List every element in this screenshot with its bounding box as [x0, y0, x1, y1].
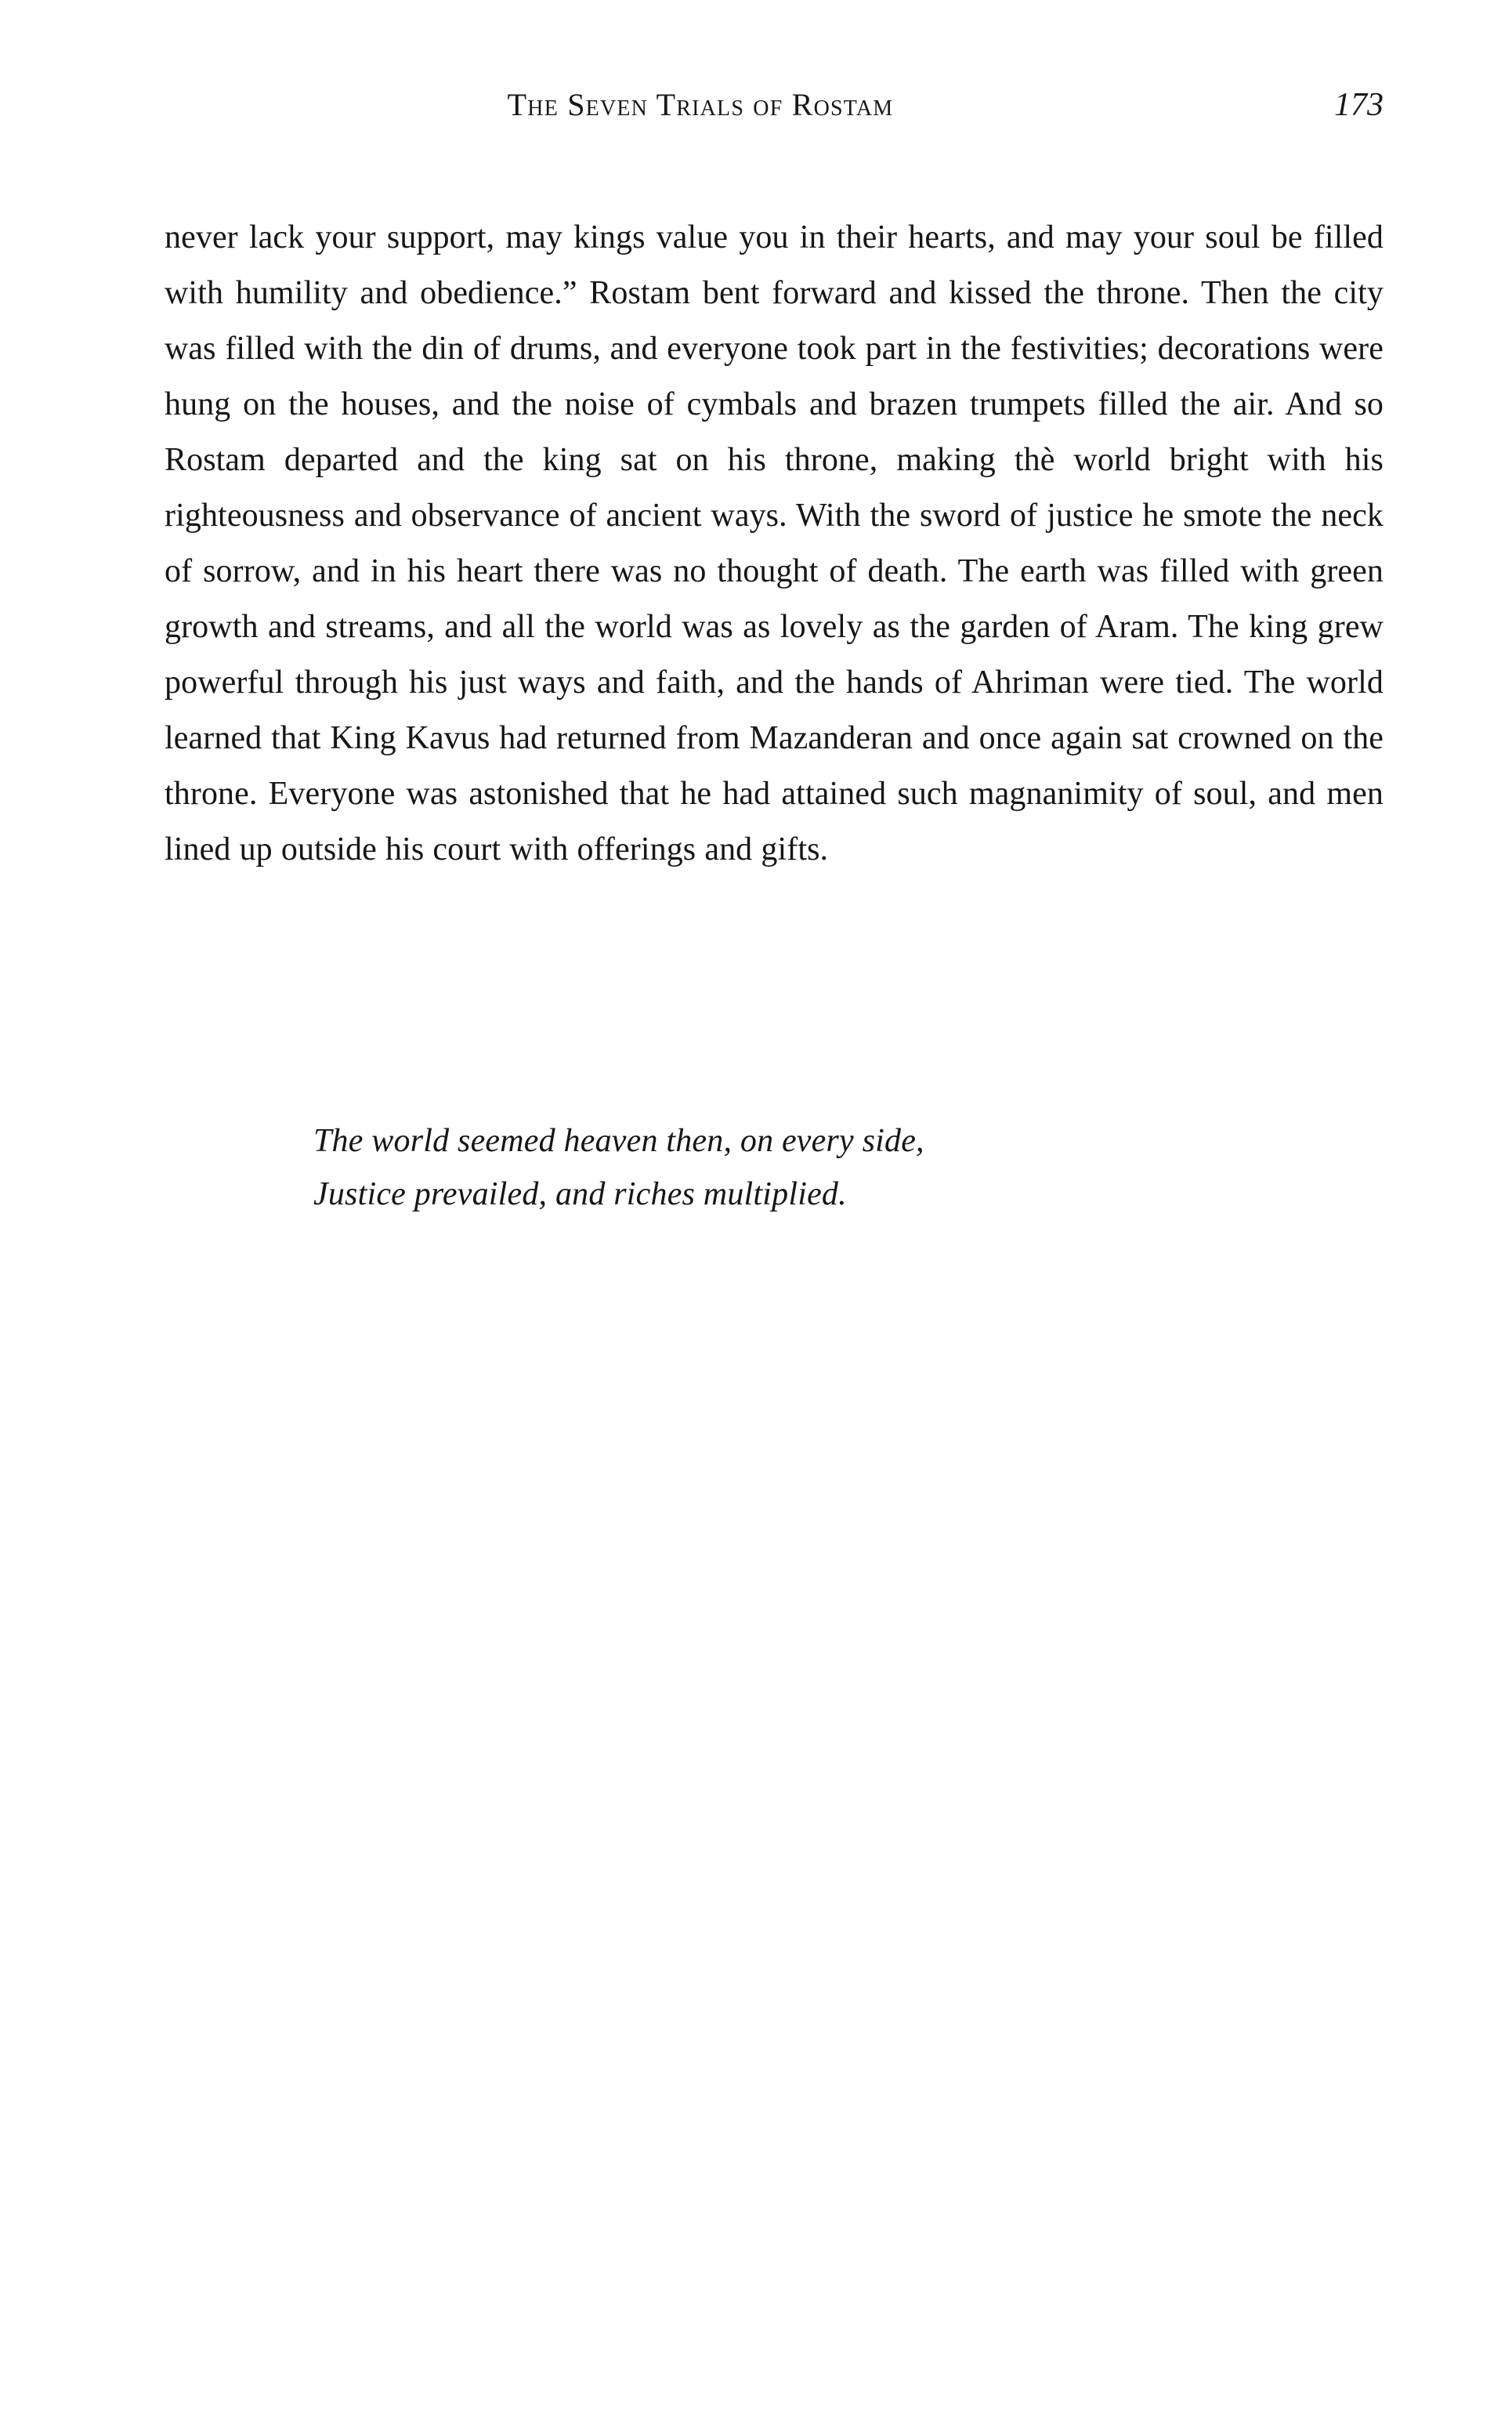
body-text-block [165, 210, 1384, 878]
body-paragraph: never lack your support, may kings value you in their hearts, and may your soul be filled with humility and obedience.” Rostam bent forward and kissed the throne. Then the city was filled with the din of drums, and everyone took part in the festivities; decorations were hung on the houses, and the noise of cymbals and brazen trumpets filled the air. And so Rostam departed and the king sat on his throne, making thè world bright with his righteousness and observance of ancient ways. With the sword of justice he smote the neck of sorrow, and in his heart there was no thought of death. The earth was filled with green growth and streams, and all the world was as lovely as the garden of Aram. The king grew powerful through his just ways and faith, and the hands of Ahriman were tied. The world learned that King Kavus had returned from Mazanderan and once again sat crowned on the throne. Everyone was astonished that he had attained such magnanimity of soul, and men lined up outside his court with offerings and gifts. [165, 219, 1384, 867]
verse-line-2: Justice prevailed, and riches multiplied. [313, 1176, 847, 1212]
verse-line-1: The world seemed heaven then, on every side, [313, 1123, 924, 1159]
running-header [165, 85, 1384, 129]
verse-block [313, 1114, 1253, 1221]
running-head-title: The Seven Trials of Rostam [507, 87, 894, 122]
page-number: 173 [1334, 87, 1384, 123]
